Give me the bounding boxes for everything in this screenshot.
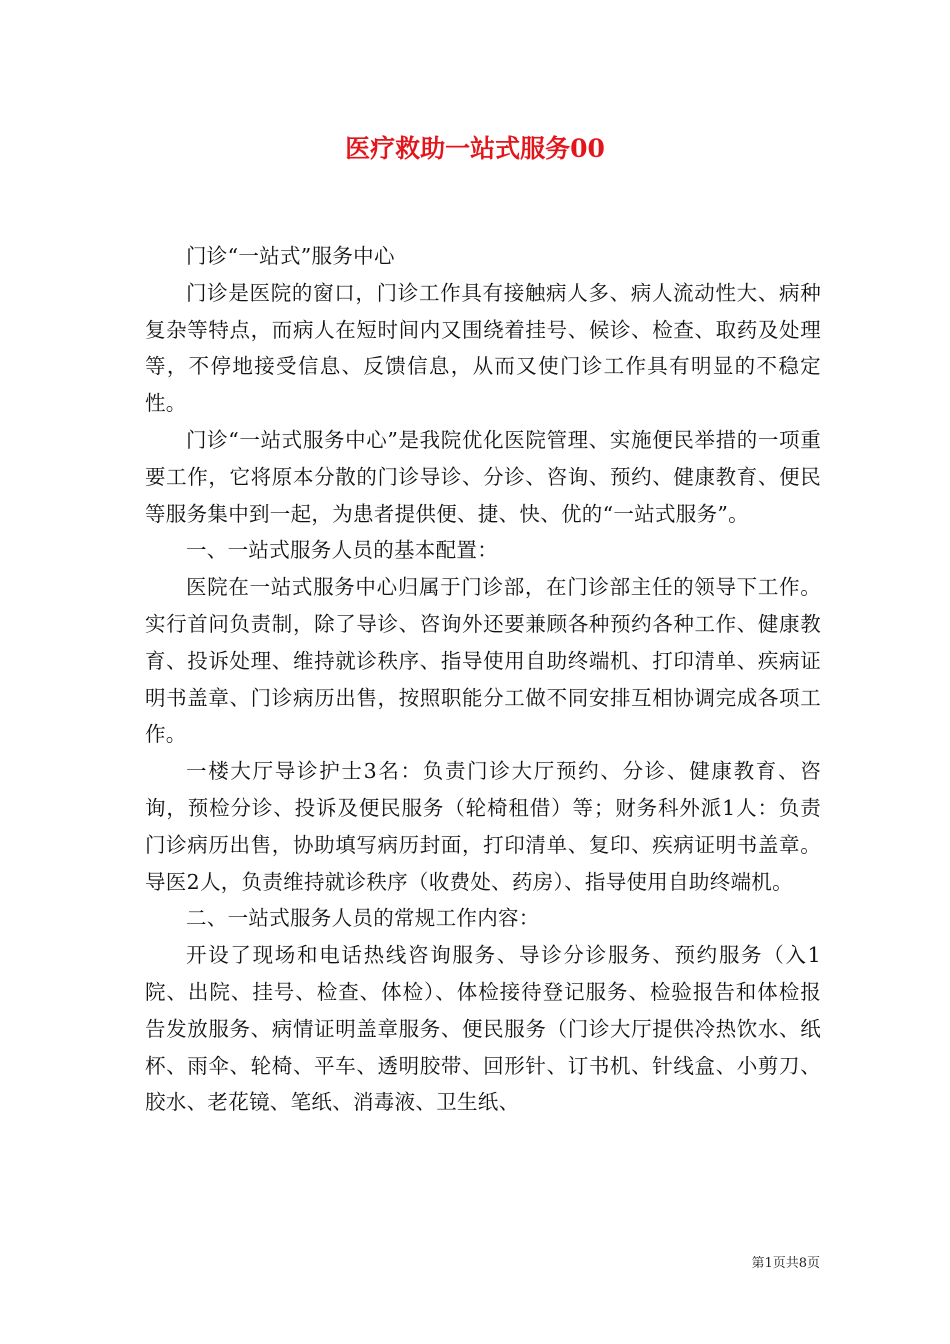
paragraph: 一楼大厅导诊护士3名：负责门诊大厅预约、分诊、健康教育、咨询，预检分诊、投诉及便民服务（轮椅租借）等；财务科外派1人：负责门诊病历出售，协助填写病历封面，打印清单、复印、疾病证明书盖章。导医2人，负责维持就诊秩序（收费处、药房）、指导使用自助终端机。 bbox=[145, 759, 821, 894]
paragraph: 门诊是医院的窗口，门诊工作具有接触病人多、病人流动性大、病种复杂等特点，而病人在短时间内又围绕着挂号、候诊、检查、取药及处理等，不停地接受信息、反馈信息，从而又使门诊工作具有明显的不稳定性。 bbox=[145, 280, 821, 416]
section-heading: 二、一站式服务人员的常规工作内容： bbox=[186, 906, 540, 931]
paragraph: 门诊“一站式服务中心”是我院优化医院管理、实施便民举措的一项重要工作，它将原本分散的门诊导诊、分诊、咨询、预约、健康教育、便民等服务集中到一起，为患者提供便、捷、快、优的“一站式服务”。 bbox=[145, 427, 821, 526]
section-heading: 一、一站式服务人员的基本配置： bbox=[186, 538, 498, 563]
document-title: 医疗救助一站式服务00 bbox=[345, 134, 605, 163]
document-body bbox=[145, 238, 821, 1121]
paragraph: 开设了现场和电话热线咨询服务、导诊分诊服务、预约服务（入1院、出院、挂号、检查、体检）、体检接待登记服务、检验报告和体检报告发放服务、病情证明盖章服务、便民服务（门诊大厅提供冷热饮水、纸杯、雨伞、轮椅、平车、透明胶带、回形针、订书机、针线盒、小剪刀、胶水、老花镜、笔纸、消毒液、卫生纸、 bbox=[145, 943, 821, 1115]
page-number: 第1页共8页 bbox=[751, 1256, 820, 1271]
section-heading: 门诊“一站式”服务中心 bbox=[186, 244, 395, 268]
paragraph: 医院在一站式服务中心归属于门诊部，在门诊部主任的领导下工作。实行首问负责制，除了导诊、咨询外还要兼顾各种预约各种工作、健康教育、投诉处理、维持就诊秩序、指导使用自助终端机、打印清单、疾病证明书盖章、门诊病历出售，按照职能分工做不同安排互相协调完成各项工作。 bbox=[145, 575, 821, 747]
